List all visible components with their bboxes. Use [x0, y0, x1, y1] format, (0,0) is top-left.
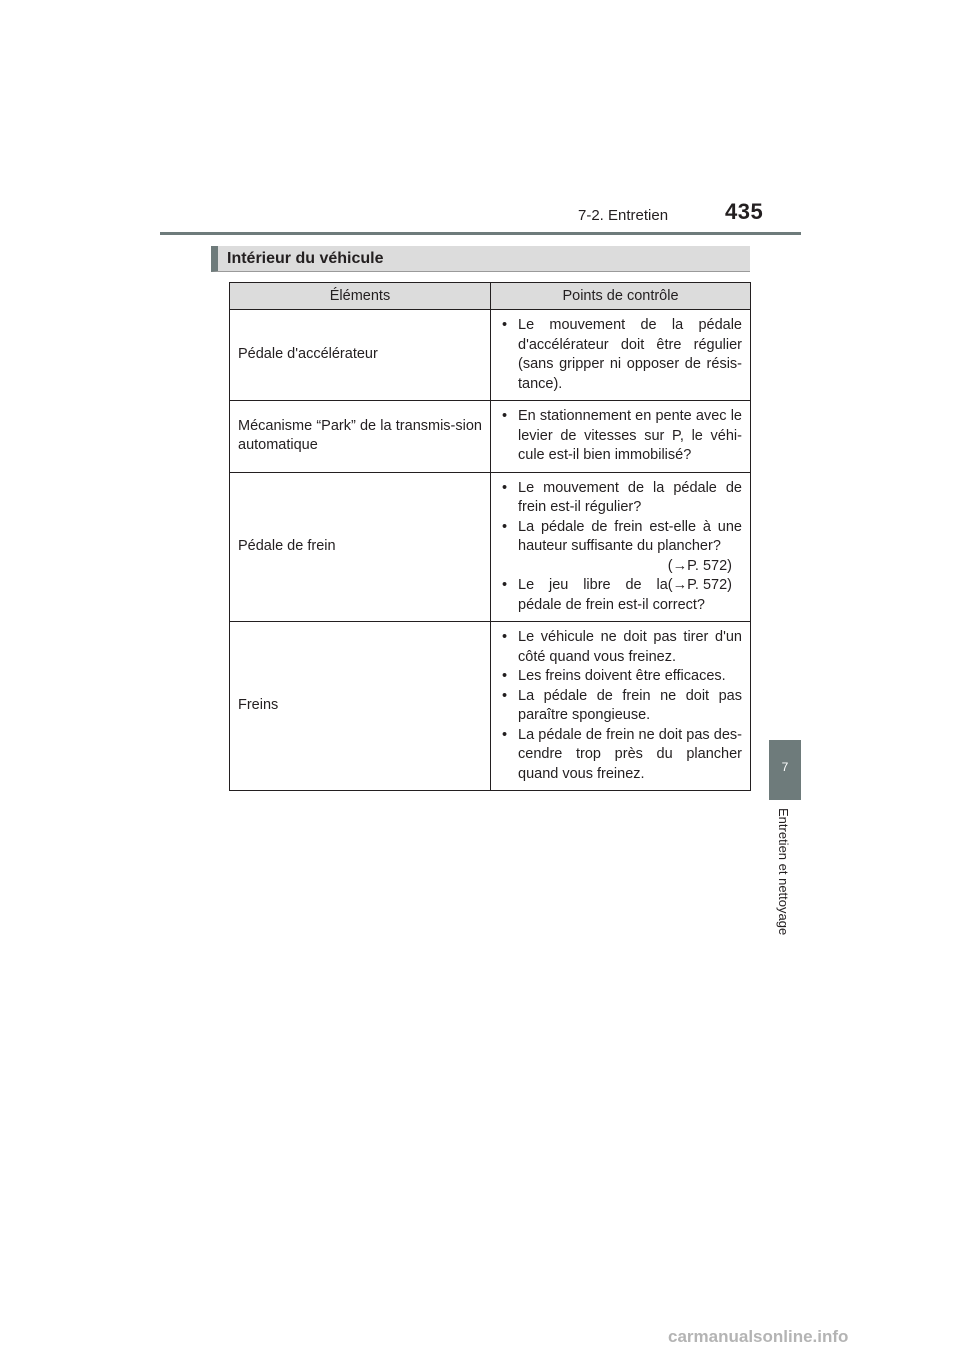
checkpoint-text: La pédale de frein est-elle à une hauteur suffisante du plancher?: [518, 518, 742, 554]
section-heading: [211, 246, 750, 272]
table-row: [230, 310, 751, 401]
page-number: 435: [725, 199, 764, 224]
table-row: [230, 472, 751, 622]
header-section-title: 7-2. Entretien: [578, 207, 669, 224]
list-item: • Les freins doivent être efficaces.: [499, 667, 742, 687]
list-item: [499, 576, 742, 615]
table-cell-checkpoints: [491, 401, 751, 473]
item-name: Pédale de frein: [238, 538, 336, 554]
section-heading-text: Intérieur du véhicule: [227, 250, 384, 267]
table-cell-item: [230, 622, 491, 791]
table-cell-item: [230, 472, 491, 622]
list-item: [499, 518, 742, 577]
column-header-checkpoints: Points de contrôle: [491, 283, 751, 310]
checkpoint-list: [499, 407, 742, 466]
item-name: Freins: [238, 697, 279, 714]
chapter-tab-number: 7: [781, 760, 789, 774]
table-row: [230, 401, 751, 473]
page-reference: • (→P. 572): [667, 577, 732, 593]
chapter-tab: [769, 740, 801, 800]
column-header-items: Éléments: [230, 283, 491, 310]
list-item: [499, 479, 742, 518]
item-name: Mécanisme “Park” de la transmis-sion automatique: [238, 417, 482, 454]
table-header-row: [230, 283, 751, 310]
header-divider: [160, 232, 801, 235]
table-row: [230, 622, 751, 791]
inspection-table: [229, 282, 751, 791]
list-item: • La pédale de frein ne doit pas des-cendre trop près du plancher quand vous freinez.: [499, 726, 742, 785]
watermark: carmanualsonline.info: [668, 1327, 849, 1346]
chapter-tab-label: Entretien et nettoyage: [776, 808, 791, 936]
checkpoint-list: [499, 316, 742, 394]
item-name: Pédale d'accélérateur: [238, 346, 378, 363]
table-cell-checkpoints: [491, 472, 751, 622]
list-item: • Le véhicule ne doit pas tirer d'un côté quand vous freinez.: [499, 628, 742, 667]
checkpoint-text: Le mouvement de la pédale de frein est-il régulier?: [518, 479, 742, 515]
checkpoint-text: Le jeu libre de la pédale de frein est-il correct?: [518, 577, 705, 613]
table-cell-checkpoints: [491, 622, 751, 791]
checkpoint-list: [499, 628, 742, 784]
page-reference: (→P. 572): [667, 557, 732, 574]
list-item: • La pédale de frein ne doit pas paraître spongieuse.: [499, 687, 742, 726]
table-cell-item: [230, 310, 491, 401]
list-item: • En stationnement en pente avec le levier de vitesses sur P, le véhi-cule est-il bien immobilisé?: [499, 407, 742, 466]
checkpoint-list: [499, 479, 742, 616]
table-cell-item: [230, 401, 491, 473]
list-item: • Le mouvement de la pédale d'accélérateur doit être régulier (sans gripper ni opposer de résis-tance).: [499, 316, 742, 394]
table-cell-checkpoints: [491, 310, 751, 401]
